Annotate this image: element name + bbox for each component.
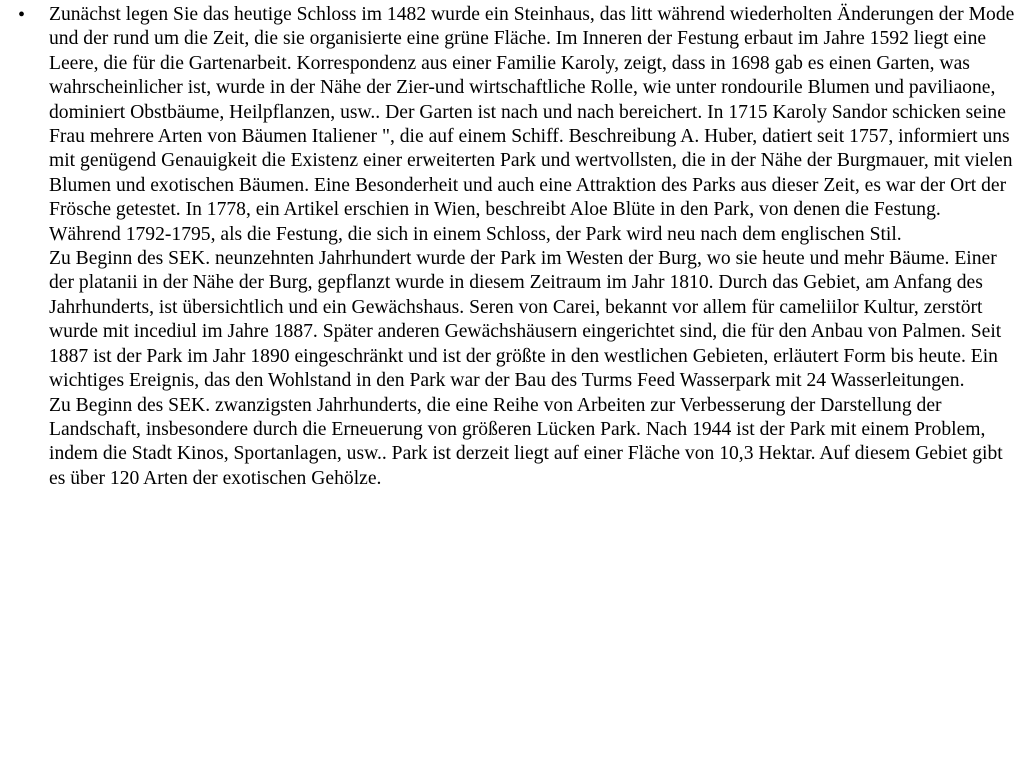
paragraph-castle-history: Zunächst legen Sie das heutige Schloss im 1482 wurde ein Steinhaus, das litt während wiederholten Änderungen der Mode und der rund um die Zeit, die sie organisierte eine grüne Fläche. Im Inneren der Festung erbaut im Jahre 1592 liegt eine Leere, die für die Gartenarbeit. Korrespondenz aus einer Familie Karoly, zeigt, dass in 1698 gab es einen Garten, was wahrscheinlicher ist, wurde in der Nähe der Zier-und wirtschaftliche Rolle, wie unter rondourile Blumen und paviliaone, dominiert Obstbäume, Heilpflanzen, usw.. Der Garten ist nach und nach bereichert. In 1715 Karoly Sandor schicken seine Frau mehrere Arten von Bäumen Italiener ", die auf einem Schiff. Beschreibung A. Huber, datiert seit 1757, informiert uns mit genügend Genauigkeit die Existenz einer erweiterten Park und wertvollsten, die in der Nähe der Burgmauer, mit vielen Blumen und exotischen Bäumen. Eine Besonderheit und auch eine Attraktion des Parks aus dieser Zeit, es war der Ort der Frösche getestet. In 1778, ein Artikel erschien in Wien, beschreibt Aloe Blüte in den Park, von denen die Festung. Während 1792-1795, als die Festung, die sich in einem Schloss, der Park wird neu nach dem englischen Stil. (49, 4, 1015, 245)
paragraph-nineteenth-century: Zu Beginn des SEK. neunzehnten Jahrhundert wurde der Park im Westen der Burg, wo sie heute und mehr Bäume. Einer der platanii in der Nähe der Burg, gepflanzt wurde in diesem Zeitraum im Jahr 1810. Durch das Gebiet, am Anfang des Jahrhunderts, ist übersichtlich und ein Gewächshaus. Seren von Carei, bekannt vor allem für cameliilor Kultur, zerstört wurde mit incediul im Jahre 1887. Später anderen Gewächshäusern eingerichtet sind, die für den Anbau von Palmen. Seit 1887 ist der Park im Jahr 1890 eingeschränkt und ist der größte in den westlichen Gebieten, erläutert Form bis heute. Ein wichtiges Ereignis, das den Wohlstand in den Park war der Bau des Turms Feed Wasserpark mit 24 Wasserleitungen. (49, 248, 1002, 392)
bullet-list (0, 3, 1024, 491)
paragraph-twentieth-century: Zu Beginn des SEK. zwanzigsten Jahrhunderts, die eine Reihe von Arbeiten zur Verbesserung der Darstellung der Landschaft, insbesondere durch die Erneuerung von größeren Lücken Park. Nach 1944 ist der Park mit einem Problem, indem die Stadt Kinos, Sportanlagen, usw.. Park ist derzeit liegt auf einer Fläche von 10,3 Hektar. Auf diesem Gebiet gibt es über 120 Arten der exotischen Gehölze. (49, 394, 1003, 489)
bullet-marker: • (18, 4, 26, 26)
bullet-text (49, 3, 1015, 491)
bullet-item (0, 3, 1024, 491)
